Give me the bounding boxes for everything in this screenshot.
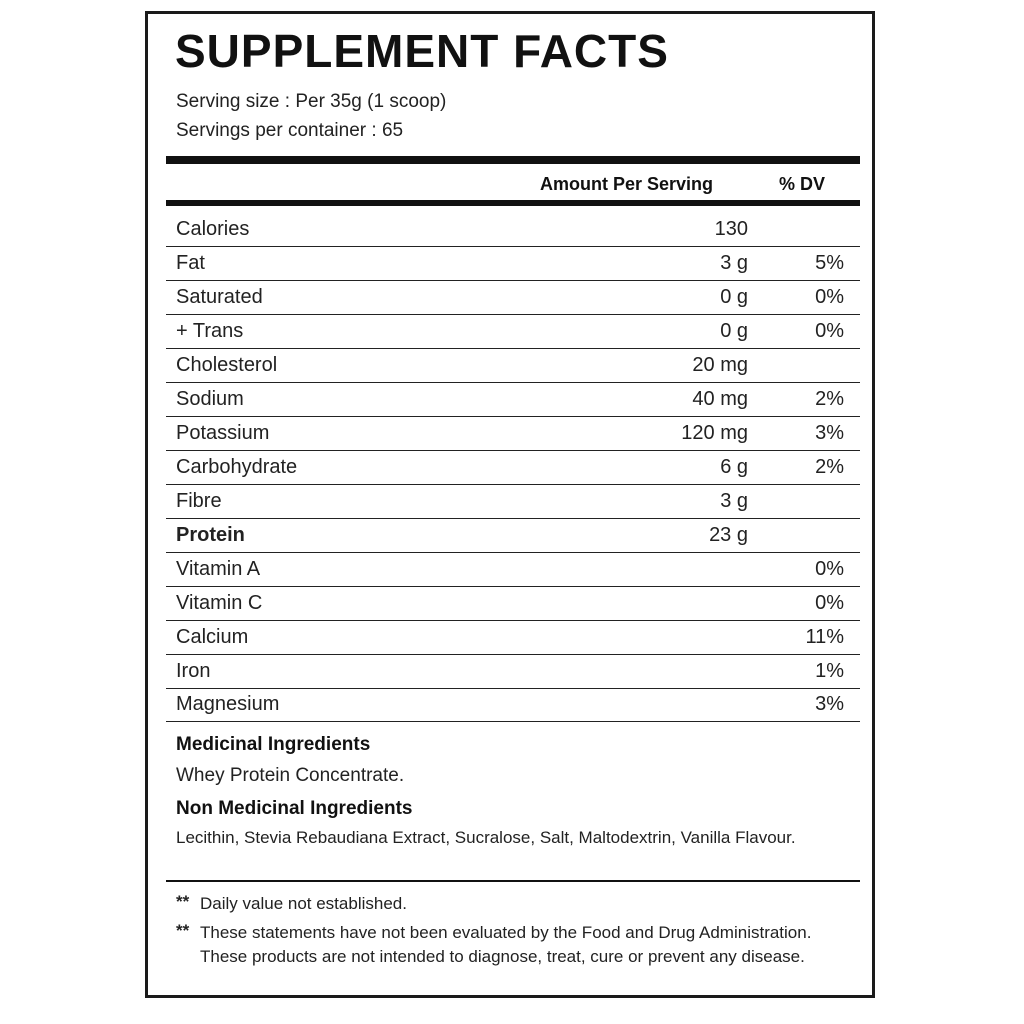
nutrient-dv: 11% xyxy=(805,626,844,648)
footnote-daily-value xyxy=(176,892,840,916)
table-row xyxy=(166,280,860,314)
header-divider-top xyxy=(166,156,860,164)
nutrient-name: Potassium xyxy=(176,422,270,444)
nutrient-dv: 3% xyxy=(815,693,844,715)
nutrient-dv: 2% xyxy=(815,388,844,410)
nutrient-name: Fat xyxy=(176,252,205,274)
nutrient-dv: 0% xyxy=(815,286,844,308)
nutrient-amount: 0 g xyxy=(720,286,748,308)
servings-per-container: Servings per container : 65 xyxy=(176,120,404,141)
nutrient-amount: 0 g xyxy=(720,320,748,342)
serving-size: Serving size : Per 35g (1 scoop) xyxy=(176,91,447,112)
medicinal-ingredients-text: Whey Protein Concentrate. xyxy=(176,765,405,786)
nutrient-name: Sodium xyxy=(176,388,244,410)
nutrient-dv: 0% xyxy=(815,592,844,614)
nutrient-amount: 3 g xyxy=(720,252,748,274)
table-row xyxy=(166,620,860,654)
nutrient-name: Vitamin A xyxy=(176,558,261,580)
table-row xyxy=(166,552,860,586)
footnote-marker: ** xyxy=(176,921,190,940)
nutrient-name: + Trans xyxy=(176,320,244,342)
column-header-amount: Amount Per Serving xyxy=(540,174,714,194)
footnote-divider xyxy=(166,880,860,882)
footnote-text: Daily value not established. xyxy=(200,894,407,913)
table-row xyxy=(166,246,860,280)
footnote-fda-disclaimer xyxy=(176,921,840,969)
medicinal-ingredients-heading: Medicinal Ingredients xyxy=(176,734,371,755)
nutrient-amount: 20 mg xyxy=(692,354,748,376)
nutrient-amount: 40 mg xyxy=(692,388,748,410)
table-row xyxy=(166,654,860,688)
nutrient-dv: 3% xyxy=(815,422,844,444)
table-row xyxy=(166,450,860,484)
nutrient-name: Carbohydrate xyxy=(176,456,298,478)
nutrient-amount: 23 g xyxy=(709,524,748,546)
table-row xyxy=(166,586,860,620)
nutrient-dv: 2% xyxy=(815,456,844,478)
nutrient-name: Magnesium xyxy=(176,693,280,715)
table-row xyxy=(166,688,860,722)
nutrient-amount: 6 g xyxy=(720,456,748,478)
nutrient-name: Iron xyxy=(176,660,211,682)
nutrient-dv: 1% xyxy=(815,660,844,682)
nutrient-table xyxy=(166,208,860,722)
nutrient-amount: 3 g xyxy=(720,490,748,512)
table-row xyxy=(166,382,860,416)
nutrient-dv: 0% xyxy=(815,320,844,342)
nutrient-name: Cholesterol xyxy=(176,354,278,376)
table-row xyxy=(166,208,860,246)
column-header-dv: % DV xyxy=(779,174,826,194)
header-divider-bottom xyxy=(166,200,860,206)
nutrient-name: Calcium xyxy=(176,626,249,648)
nutrient-name: Saturated xyxy=(176,286,263,308)
nutrient-name: Calories xyxy=(176,218,250,240)
nutrient-amount: 120 mg xyxy=(681,422,748,444)
nutrient-name: Vitamin C xyxy=(176,592,263,614)
nutrient-name: Fibre xyxy=(176,490,222,512)
footnote-text: These statements have not been evaluated by the Food and Drug Administration. These products are not intended to diagnose, treat, cure or prevent any disease. xyxy=(200,923,812,966)
table-row xyxy=(166,348,860,382)
table-row xyxy=(166,314,860,348)
non-medicinal-ingredients-heading: Non Medicinal Ingredients xyxy=(176,798,413,819)
table-row xyxy=(166,518,860,552)
page-title: SUPPLEMENT FACTS xyxy=(175,25,669,77)
nutrient-dv: 5% xyxy=(815,252,844,274)
nutrient-name: Protein xyxy=(176,524,245,546)
footnote-marker: ** xyxy=(176,892,190,911)
nutrient-dv: 0% xyxy=(815,558,844,580)
nutrient-amount: 130 xyxy=(714,218,748,240)
non-medicinal-ingredients-text: Lecithin, Stevia Rebaudiana Extract, Sucralose, Salt, Maltodextrin, Vanilla Flavour. xyxy=(176,828,796,847)
table-row xyxy=(166,416,860,450)
table-row xyxy=(166,484,860,518)
supplement-facts-panel xyxy=(145,11,875,998)
